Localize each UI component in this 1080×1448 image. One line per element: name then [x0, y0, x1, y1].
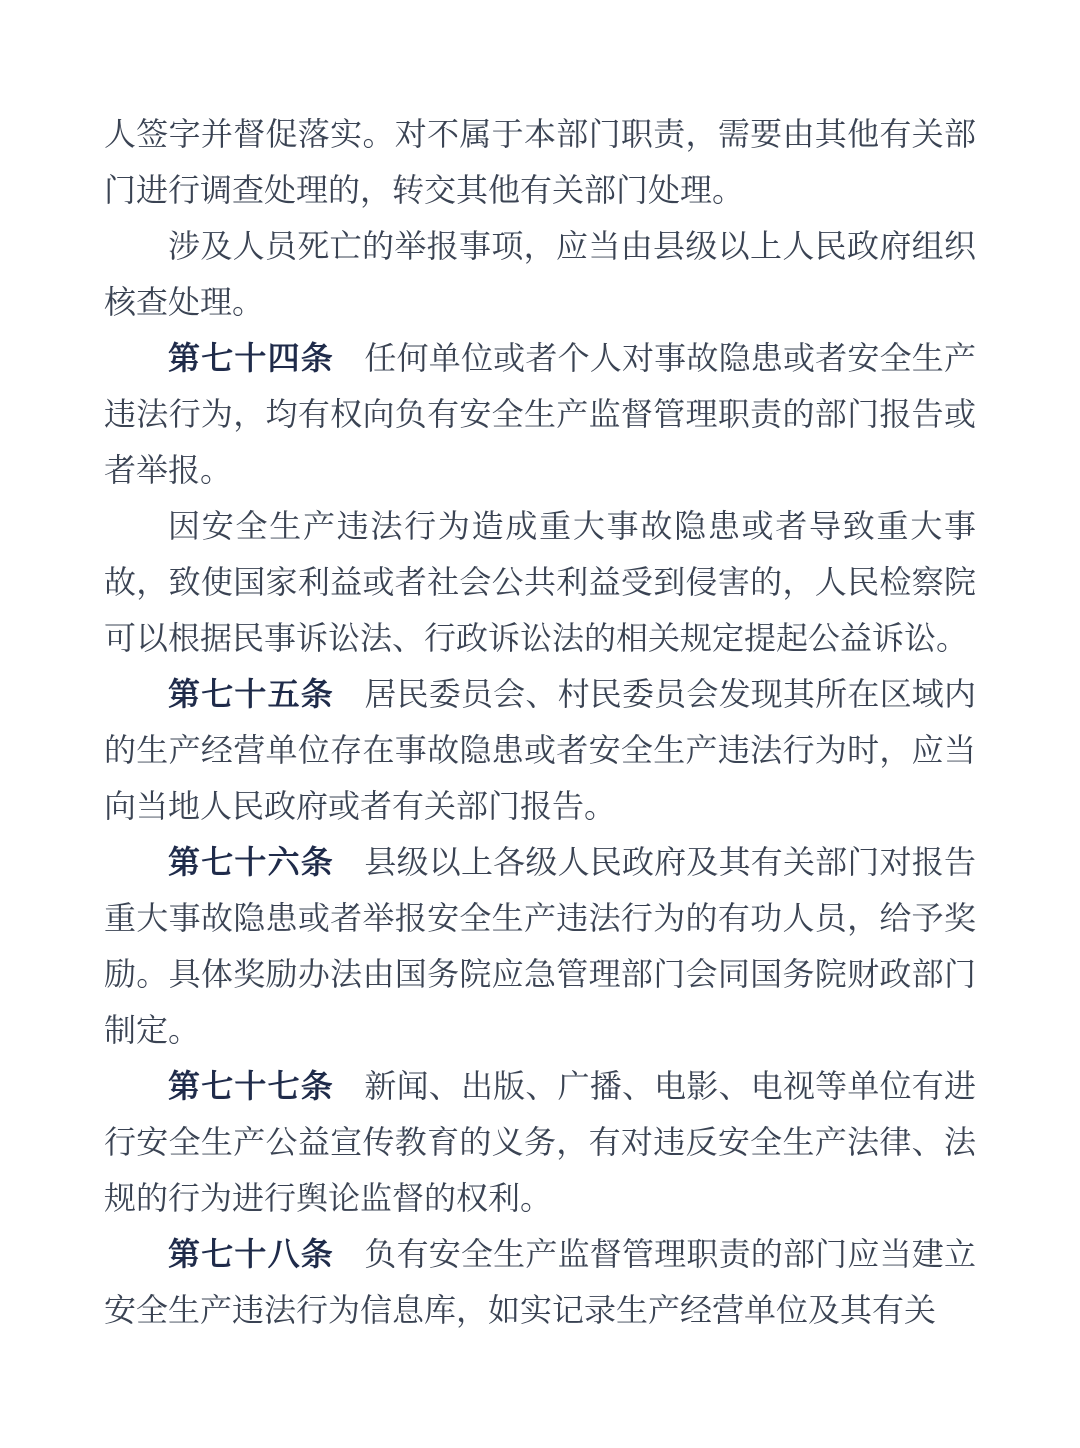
paragraph-text: 县级以上各级人民政府及其有关部门对报告重大事故隐患或者举报安全生产违法行为的有功人员，给予奖励。具体奖励办法由国务院应急管理部门会同国务院财政部门制定。	[104, 844, 976, 1048]
paragraph	[104, 218, 976, 330]
paragraph	[104, 106, 976, 218]
article-number: 第七十六条	[168, 844, 334, 880]
paragraph	[104, 498, 976, 666]
paragraph	[104, 1058, 976, 1226]
paragraph	[104, 834, 976, 1058]
paragraph-text: 负有安全生产监督管理职责的部门应当建立安全生产违法行为信息库，如实记录生产经营单位及其有关	[104, 1236, 976, 1328]
article-number: 第七十五条	[168, 676, 334, 712]
paragraph	[104, 330, 976, 498]
paragraph-text: 居民委员会、村民委员会发现其所在区域内的生产经营单位存在事故隐患或者安全生产违法行为时，应当向当地人民政府或者有关部门报告。	[104, 676, 976, 824]
paragraph-text: 因安全生产违法行为造成重大事故隐患或者导致重大事故，致使国家利益或者社会公共利益受到侵害的，人民检察院可以根据民事诉讼法、行政诉讼法的相关规定提起公益诉讼。	[104, 508, 976, 656]
paragraph-text: 涉及人员死亡的举报事项，应当由县级以上人民政府组织核查处理。	[104, 228, 976, 320]
paragraph	[104, 1226, 976, 1338]
article-number: 第七十八条	[168, 1236, 334, 1272]
article-number: 第七十四条	[168, 340, 334, 376]
paragraph-text: 任何单位或者个人对事故隐患或者安全生产违法行为，均有权向负有安全生产监督管理职责的部门报告或者举报。	[104, 340, 976, 488]
article-number: 第七十七条	[168, 1068, 334, 1104]
paragraph	[104, 666, 976, 834]
paragraph-text: 新闻、出版、广播、电影、电视等单位有进行安全生产公益宣传教育的义务，有对违反安全生产法律、法规的行为进行舆论监督的权利。	[104, 1068, 976, 1216]
paragraph-text: 人签字并督促落实。对不属于本部门职责，需要由其他有关部门进行调查处理的，转交其他有关部门处理。	[104, 116, 976, 208]
